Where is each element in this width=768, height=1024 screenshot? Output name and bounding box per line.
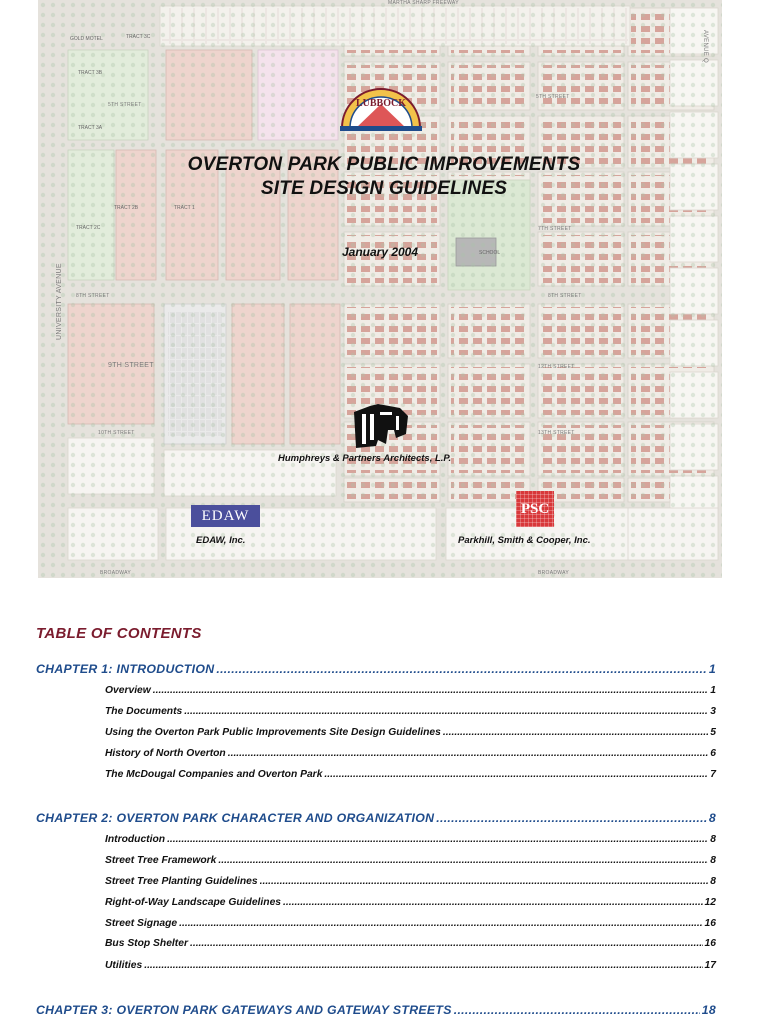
toc-section-entry[interactable] (105, 897, 716, 908)
toc-entry-title: Using the Overton Park Public Improvements Site Design Guidelines (105, 727, 441, 738)
toc-section-entry[interactable] (105, 834, 716, 845)
toc-leader-dots (436, 811, 707, 825)
toc-section-entry[interactable] (105, 938, 716, 949)
plan-label-gold-motel: GOLD MOTEL (70, 36, 103, 42)
toc-entry-page: 17 (704, 960, 716, 971)
plan-label-tract-3c: TRACT 3C (126, 34, 151, 40)
toc-section-entry[interactable] (105, 706, 716, 717)
seal-text: LUBBOCK (355, 98, 407, 109)
toc-entry-title: Overview (105, 685, 151, 696)
toc-section-entry[interactable] (105, 918, 716, 929)
street-label-5th: 5TH STREET (108, 102, 142, 108)
street-label-broadway-right: BROADWAY (538, 570, 570, 576)
credit-humphreys-partners: Humphreys & Partners Architects, L.P. (278, 453, 452, 464)
toc-leader-dots (179, 918, 702, 929)
toc-entry-title: History of North Overton (105, 748, 226, 759)
plan-label-tract-2c: TRACT 2C (76, 225, 101, 231)
toc-entry-page: 1 (710, 685, 716, 696)
toc-section-entry[interactable] (105, 748, 716, 759)
toc-entry-title: Right-of-Way Landscape Guidelines (105, 897, 282, 908)
street-label-avenue-q: AVENUE Q (702, 30, 708, 63)
toc-entry-page: 12 (704, 897, 716, 908)
humphreys-partners-logo (350, 400, 412, 452)
cover-title-line-2: SITE DESIGN GUIDELINES (260, 178, 508, 199)
toc-entry-title: Street Tree Framework (105, 855, 217, 866)
street-label-8th-left: 8TH STREET (76, 293, 110, 299)
toc-entry-title: CHAPTER 3: OVERTON PARK GATEWAYS AND GATEWAY STREETS (36, 1003, 452, 1017)
toc-entry-page: 16 (704, 918, 716, 929)
toc-leader-dots (144, 960, 702, 971)
toc-leader-dots (167, 834, 708, 845)
toc-leader-dots (260, 876, 709, 887)
toc-entry-page: 18 (701, 1003, 716, 1017)
toc-section-entry[interactable] (105, 855, 716, 866)
plan-label-tract-1: TRACT 1 (174, 205, 195, 211)
street-label-10th: 10TH STREET (98, 430, 135, 436)
street-label-13th: 13TH STREET (538, 430, 575, 436)
toc-entry-page: 16 (704, 938, 716, 949)
toc-entry-page: 7 (710, 769, 716, 780)
toc-leader-dots (218, 855, 708, 866)
toc-entry-title: Street Tree Planting Guidelines (105, 876, 258, 887)
toc-section-entry[interactable] (105, 960, 716, 971)
toc-leader-dots (228, 748, 709, 759)
toc-entry-title: CHAPTER 2: OVERTON PARK CHARACTER AND ORGANIZATION (36, 811, 435, 825)
plan-label-tract-3a: TRACT 3A (78, 125, 103, 131)
credit-edaw: EDAW, Inc. (196, 535, 246, 546)
edaw-logo: EDAW (191, 505, 260, 527)
street-label-broadway-left: BROADWAY (100, 570, 132, 576)
street-label-7th: 7TH STREET (538, 226, 572, 232)
plan-label-tract-3b: TRACT 3B (78, 70, 103, 76)
toc-heading: TABLE OF CONTENTS (36, 625, 202, 642)
toc-entry-page: 8 (710, 876, 716, 887)
toc-section-entry[interactable] (105, 876, 716, 887)
street-label-8th-right: 8TH STREET (548, 293, 582, 299)
street-label-5th-right: 5TH STREET (536, 94, 570, 100)
toc-entry-title: Introduction (105, 834, 166, 845)
toc-leader-dots (216, 662, 706, 676)
psc-logo: PSC (516, 491, 554, 527)
toc-entry-page: 1 (708, 662, 716, 676)
toc-chapter-entry[interactable] (36, 662, 716, 676)
toc-chapter-entry[interactable] (36, 811, 716, 825)
toc-entry-page: 8 (710, 834, 716, 845)
street-label-martha-sharp: MARTHA SHARP FREEWAY (388, 0, 459, 6)
toc-entry-title: Bus Stop Shelter (105, 938, 188, 949)
toc-entry-page: 8 (710, 855, 716, 866)
toc-entry-page: 3 (710, 706, 716, 717)
plan-label-tract-2b: TRACT 2B (114, 205, 139, 211)
city-of-lubbock-seal-logo (338, 82, 424, 132)
toc-entry-title: Utilities (105, 960, 143, 971)
toc-leader-dots (184, 706, 708, 717)
street-label-12th: 12TH STREET (538, 364, 575, 370)
toc-entry-title: CHAPTER 1: INTRODUCTION (36, 662, 215, 676)
toc-entry-page: 5 (710, 727, 716, 738)
street-label-9th: 9TH STREET (108, 362, 154, 369)
street-label-university: UNIVERSITY AVENUE (56, 263, 63, 340)
toc-entry-title: The McDougal Companies and Overton Park (105, 769, 323, 780)
plan-label-school: SCHOOL (479, 250, 501, 256)
toc-entry-page: 8 (708, 811, 716, 825)
toc-leader-dots (153, 685, 708, 696)
toc-entry-title: Street Signage (105, 918, 178, 929)
toc-entry-page: 6 (710, 748, 716, 759)
toc-entry-title: The Documents (105, 706, 183, 717)
cover-date: January 2004 (341, 245, 419, 259)
toc-leader-dots (283, 897, 703, 908)
toc-section-entry[interactable] (105, 727, 716, 738)
toc-chapter-entry[interactable] (36, 1003, 716, 1017)
toc-leader-dots (190, 938, 703, 949)
credit-parkhill-smith-cooper: Parkhill, Smith & Cooper, Inc. (458, 535, 591, 546)
toc-section-entry[interactable] (105, 769, 716, 780)
toc-leader-dots (324, 769, 708, 780)
cover-title-line-1: OVERTON PARK PUBLIC IMPROVEMENTS (187, 154, 581, 175)
toc-leader-dots (443, 727, 708, 738)
toc-section-entry[interactable] (105, 685, 716, 696)
toc-leader-dots (454, 1003, 700, 1017)
